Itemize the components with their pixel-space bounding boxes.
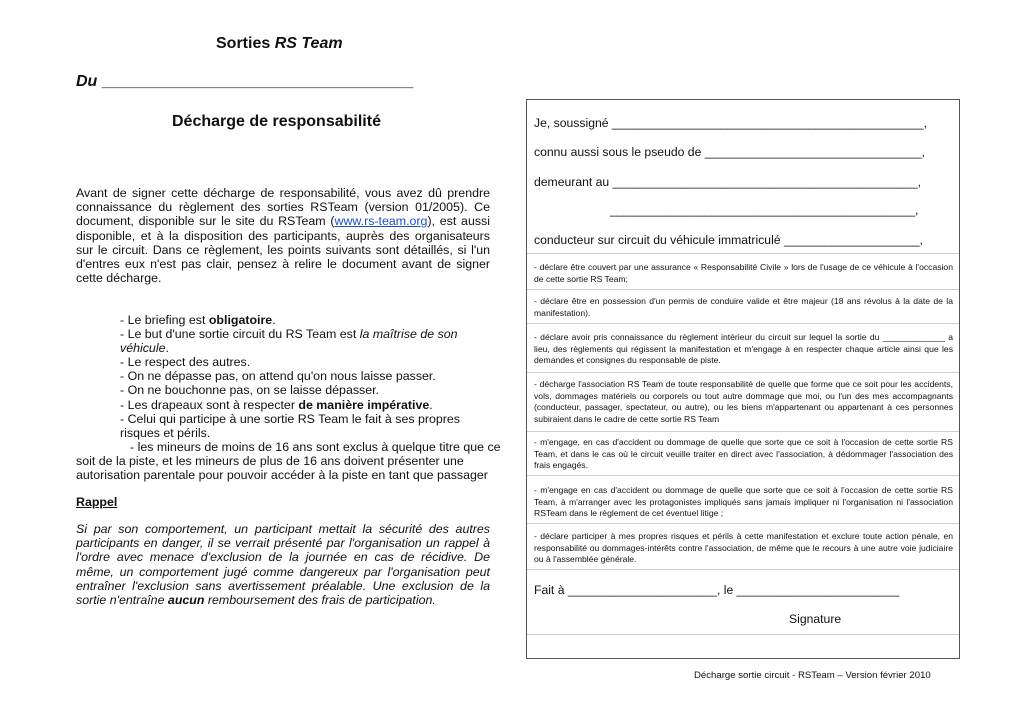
rule-flags: - Les drapeaux sont à respecter de manière impérative. xyxy=(120,397,433,412)
declaration-discharge: - décharge l'association RS Team de toute responsabilité de quelle que forme que ce soit pour les accidents, vols, dommages matériels ou corporels ou tout autre dommage que moi, ou l'un des mes accompagnants (conducteur, passager, spectateur, ou autre), ou les biens m'appartenant ou appartenant à ces personnes subiraient dans le cadre de cette sortie RS Team xyxy=(534,379,953,424)
declaration-license: - déclare être en possession d'un permis de conduire valide et être majeur (18 ans révolus à la date de la manifestation). xyxy=(534,296,953,318)
intro-paragraph: Avant de signer cette décharge de responsabilité, vous avez dû prendre connaissance du règlement des sorties RSTeam (version 01/2005). Ce document, disponible sur le site du RSTeam (www.rs-team.org), est aussi disponible, et à la disposition des participants, auprès des organisateurs sur le circuit. Dans ce règlement, les points suivants sont détaillés, si l'un d'entres eux n'est pas clair, pensez à relire le document avant de signer cette décharge. xyxy=(76,186,490,286)
page-footer: Décharge sortie circuit - RSTeam – Version février 2010 xyxy=(694,670,931,681)
document-title: Sorties RS Team xyxy=(216,35,343,52)
declaration-compensation: - m'engage, en cas d'accident ou dommage de quelle que sorte que ce soit à l'occasion de cette sortie RS Team, et dans le cas où le circuit veuille traiter en direct avec l'association, à dédommager l'association des frais engagés. xyxy=(534,437,953,471)
signature-label: Signature xyxy=(789,612,842,626)
divider xyxy=(527,323,959,324)
address-line-2[interactable]: _____________________________________________, xyxy=(610,203,919,217)
declaration-form xyxy=(526,99,960,659)
rules-list xyxy=(76,313,501,483)
declaration-own-risk: - déclare participer à mes propres risques et périls à cette manifestation et exclure toute action pénale, en responsabilité ou dommages-intérêts contre l'association, de même que le recours à une autre voie judiciaire ou à l'assemblée générale. xyxy=(534,531,953,565)
divider xyxy=(527,289,959,290)
rule-minors: - les mineurs de moins de 16 ans sont exclus à quelque titre que ce xyxy=(130,439,501,454)
rule-no-block: - On ne bouchonne pas, on se laisse dépasser. xyxy=(120,383,379,398)
rule-minors-cont: soit de la piste, et les mineurs de plus de 16 ans doivent présenter une xyxy=(76,453,464,468)
rule-goal: - Le but d'une sortie circuit du RS Team est la maîtrise de son xyxy=(120,327,458,342)
divider xyxy=(527,372,959,373)
pseudo-line[interactable]: connu aussi sous le pseudo de ________________________________, xyxy=(534,145,926,159)
divider xyxy=(527,523,959,524)
rule-no-overtake: - On ne dépasse pas, on attend qu'on nous laisse passer. xyxy=(120,369,436,384)
divider xyxy=(527,569,959,570)
rule-briefing: - Le briefing est obligatoire. xyxy=(120,313,276,327)
rsteam-website-link[interactable]: www.rs-team.org xyxy=(334,214,428,229)
declaration-rules: - déclare avoir pris connaissance du règlement intérieur du circuit sur lequel la sortie du _____________ a lieu, des règlements qui régissent la manifestation et m'engage à en respecter chaque article ainsi que les demandes et consignes du responsable de piste. xyxy=(534,332,953,366)
divider xyxy=(527,253,959,254)
date-line: Du ___________________________________ xyxy=(76,73,414,90)
address-line[interactable]: demeurant au _____________________________________________, xyxy=(534,175,921,189)
rule-own-risk-cont: risques et périls. xyxy=(120,425,211,440)
declaration-insurance: - déclare être couvert par une assurance « Responsabilité Civile » lors de l'usage de ce véhicule à l'occasion de cette sortie RS Team; xyxy=(534,262,953,284)
divider xyxy=(527,634,959,635)
divider xyxy=(527,431,959,432)
rappel-title: Rappel xyxy=(76,495,118,509)
place-date-line[interactable]: Fait à ______________________, le ________________________ xyxy=(534,583,900,597)
rule-goal-cont: véhicule. xyxy=(120,341,169,356)
divider xyxy=(527,475,959,476)
discharge-heading: Décharge de responsabilité xyxy=(172,113,381,130)
undersigned-line[interactable]: Je, soussigné ______________________________________________, xyxy=(534,116,928,130)
rule-own-risk: - Celui qui participe à une sortie RS Team le fait à ses propres xyxy=(120,411,460,426)
rappel-paragraph: Si par son comportement, un participant mettait la sécurité des autres participants en danger, il se verrait présenté par l'organisation un rappel à l'ordre avec menace d'exclusion de la journée en cas de récidive. De même, un comportement jugé comme dangereux par l'organisation peut entraîner l'exclusion sans avertissement préalable. Une exclusion de la sortie n'entraîne aucun remboursement des frais de participation. xyxy=(76,522,490,608)
rule-minors-cont2: autorisation parentale pour pouvoir accéder à la piste en tant que passager xyxy=(76,468,488,483)
declaration-arrangement: - m'engage en cas d'accident ou dommage de quelle que sorte que ce soit à l'occasion de cette sortie RS Team, à m'arranger avec les protagonistes impliqués sans jamais impliquer ni l'organisation ni l'association RSTeam dans le règlement de cet éventuel litige ; xyxy=(534,485,953,519)
vehicle-registration-line[interactable]: conducteur sur circuit du véhicule immatriculé ____________________, xyxy=(534,233,923,247)
rule-respect: - Le respect des autres. xyxy=(120,355,251,370)
